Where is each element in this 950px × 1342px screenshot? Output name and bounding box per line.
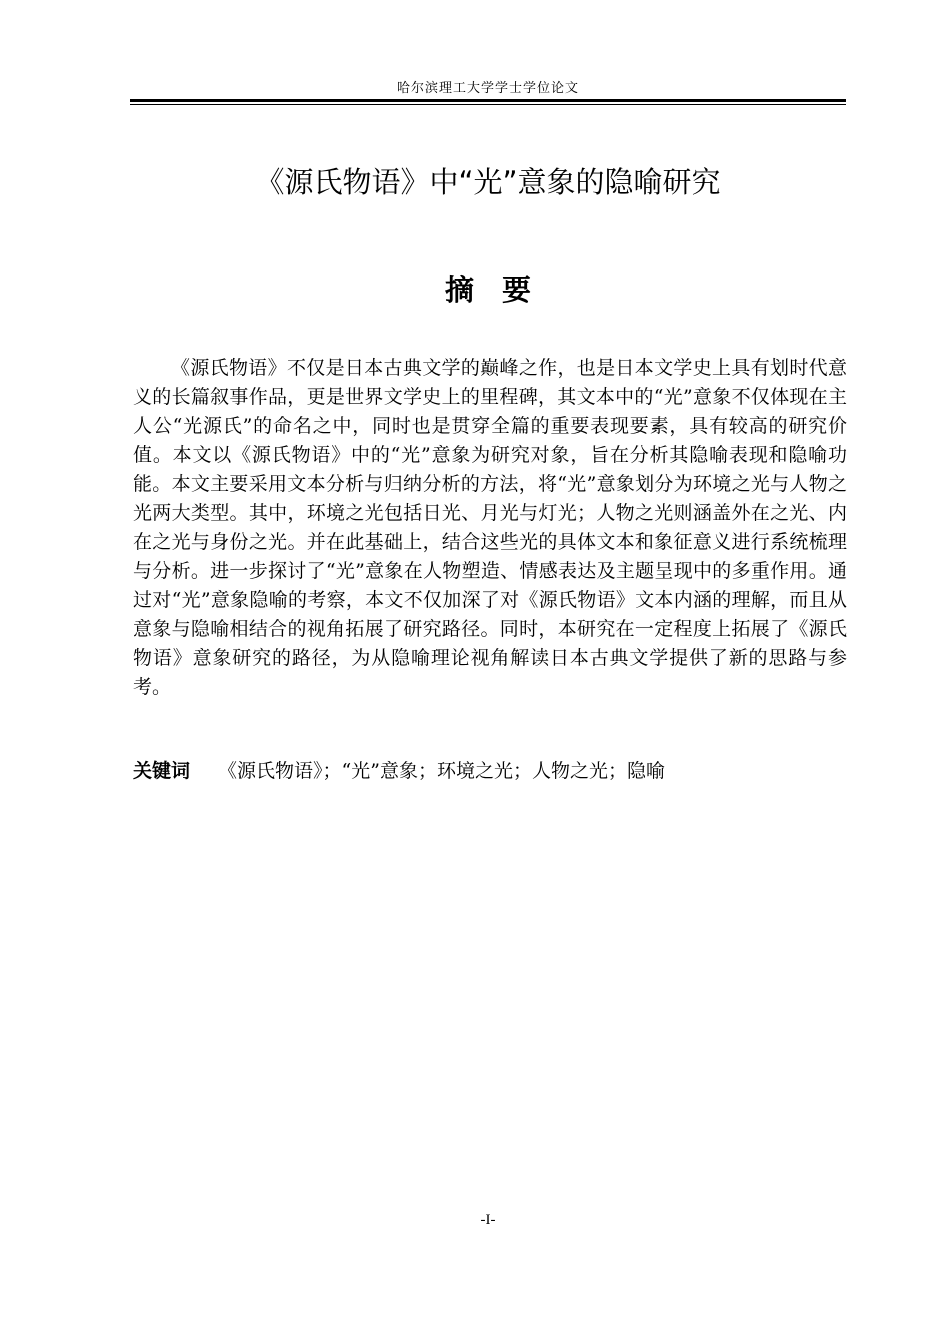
paper-title: 《源氏物语》中“光”意象的隐喻研究	[255, 165, 721, 199]
keywords-label: 关键词	[133, 760, 191, 782]
page-number: -I-	[480, 1212, 496, 1228]
keywords-line	[133, 757, 847, 786]
abstract-body: 《源氏物语》不仅是日本古典文学的巅峰之作，也是日本文学史上具有划时代意义的长篇叙事作品，更是世界文学史上的里程碑，其文本中的“光”意象不仅体现在主人公“光源氏”的命名之中，同时也是贯穿全篇的重要表现要素，具有较高的研究价值。本文以《源氏物语》中的“光”意象为研究对象，旨在分析其隐喻表现和隐喻功能。本文主要采用文本分析与归纳分析的方法，将“光”意象划分为环境之光与人物之光两大类型。其中，环境之光包括日光、月光与灯光；人物之光则涵盖外在之光、内在之光与身份之光。并在此基础上，结合这些光的具体文本和象征意义进行系统梳理与分析。进一步探讨了“光”意象在人物塑造、情感表达及主题呈现中的多重作用。通过对“光”意象隐喻的考察，本文不仅加深了对《源氏物语》文本内涵的理解，而且从意象与隐喻相结合的视角拓展了研究路径。同时，本研究在一定程度上拓展了《源氏物语》意象研究的路径，为从隐喻理论视角解读日本古典文学提供了新的思路与参考。	[133, 357, 847, 698]
keywords-value: 《源氏物语》；“光”意象；环境之光；人物之光；隐喻	[218, 760, 665, 782]
header-rule-thin	[130, 104, 846, 105]
abstract-heading: 摘要	[444, 273, 559, 307]
running-header: 哈尔滨理工大学学士学位论文	[396, 81, 579, 96]
header-rule-thick	[130, 99, 846, 102]
